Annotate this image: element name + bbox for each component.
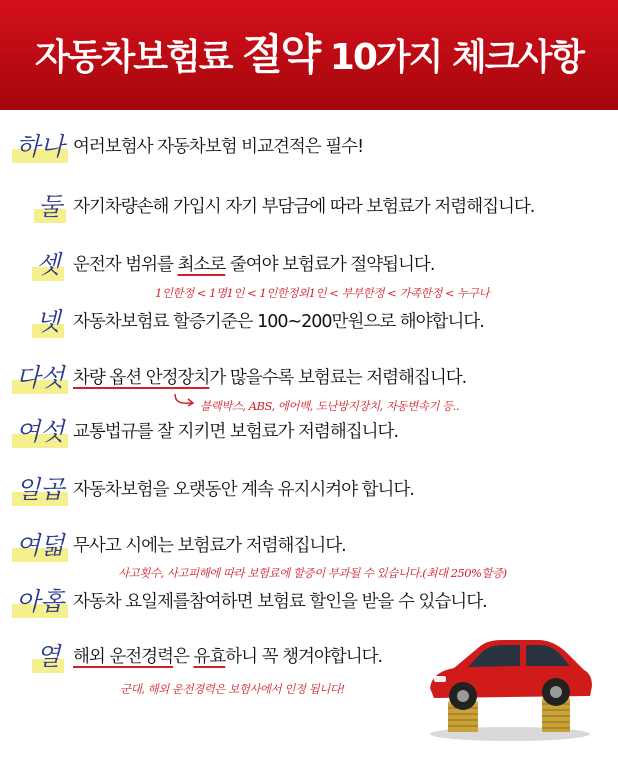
checklist-item-6 [0, 410, 618, 454]
item-text: 여러보험사 자동차보험 비교견적은 필수! [73, 137, 364, 157]
accident-note: 사고횟수, 사고피해에 따라 보험료에 할증이 부과될 수 있습니다.(최대 250%할증) [118, 566, 507, 580]
page-title [0, 0, 618, 110]
title-suffix: 10가지 체크사항 [319, 37, 584, 78]
checklist-item-8 [0, 524, 618, 568]
item-text: 자동차 요일제를참여하면 보험료 할인을 받을 수 있습니다. [73, 592, 487, 612]
safety-options-note: 블랙박스, ABS, 에어백, 도난방지장치, 자동변속기 등.. [200, 399, 460, 413]
driver-range-note: 1인한정 < 1명1인 < 1인한정외1인 < 부부한정 < 가족한정 < 누구나 [155, 286, 490, 300]
item-text: 자동차보험료 할증기준은 100~200만원으로 해야합니다. [73, 312, 484, 332]
item-text: 자기차량손해 가입시 자기 부담금에 따라 보험료가 저렴해집니다. [73, 197, 535, 217]
red-car-on-coins-image [420, 626, 598, 744]
item-text: 교통법규를 잘 지키면 보험료가 저렴해집니다. [73, 422, 399, 442]
item-text: 해외 운전경력은 유효하니 꼭 챙겨야합니다. [73, 647, 383, 667]
title-prefix: 자동차보험료 [34, 37, 243, 78]
item-number: 열 [36, 635, 60, 679]
item-number: 넷 [36, 300, 60, 344]
item-text: 무사고 시에는 보험료가 저렴해집니다. [73, 536, 346, 556]
overseas-note: 군대, 해외 운전경력은 보험사에서 인정 됩니다! [120, 682, 345, 696]
item-text: 자동차보험을 오랫동안 계속 유지시켜야 합니다. [73, 480, 414, 500]
checklist-item-4 [0, 300, 618, 344]
item-text: 차량 옵션 안정장치가 많을수록 보험료는 저렴해집니다. [73, 368, 467, 388]
item-number: 아홉 [16, 580, 64, 624]
checklist-item-9 [0, 580, 618, 624]
header-banner [0, 0, 618, 110]
item-number: 여덟 [16, 524, 64, 568]
item-text: 운전자 범위를 최소로 줄여야 보험료가 절약됩니다. [73, 255, 435, 275]
item-number: 여섯 [16, 410, 64, 454]
item-number: 일곱 [16, 468, 64, 512]
checklist-item-2 [0, 185, 618, 229]
checklist-item-5 [0, 356, 618, 400]
checklist-item-1 [0, 125, 618, 169]
checklist-item-3 [0, 243, 618, 287]
title-emphasis: 절약 [242, 30, 320, 79]
item-number: 다섯 [16, 356, 64, 400]
item-number: 하나 [16, 125, 64, 169]
item-number: 셋 [36, 243, 60, 287]
checklist-item-7 [0, 468, 618, 512]
arrow-icon [172, 393, 196, 407]
item-number: 둘 [38, 185, 62, 229]
